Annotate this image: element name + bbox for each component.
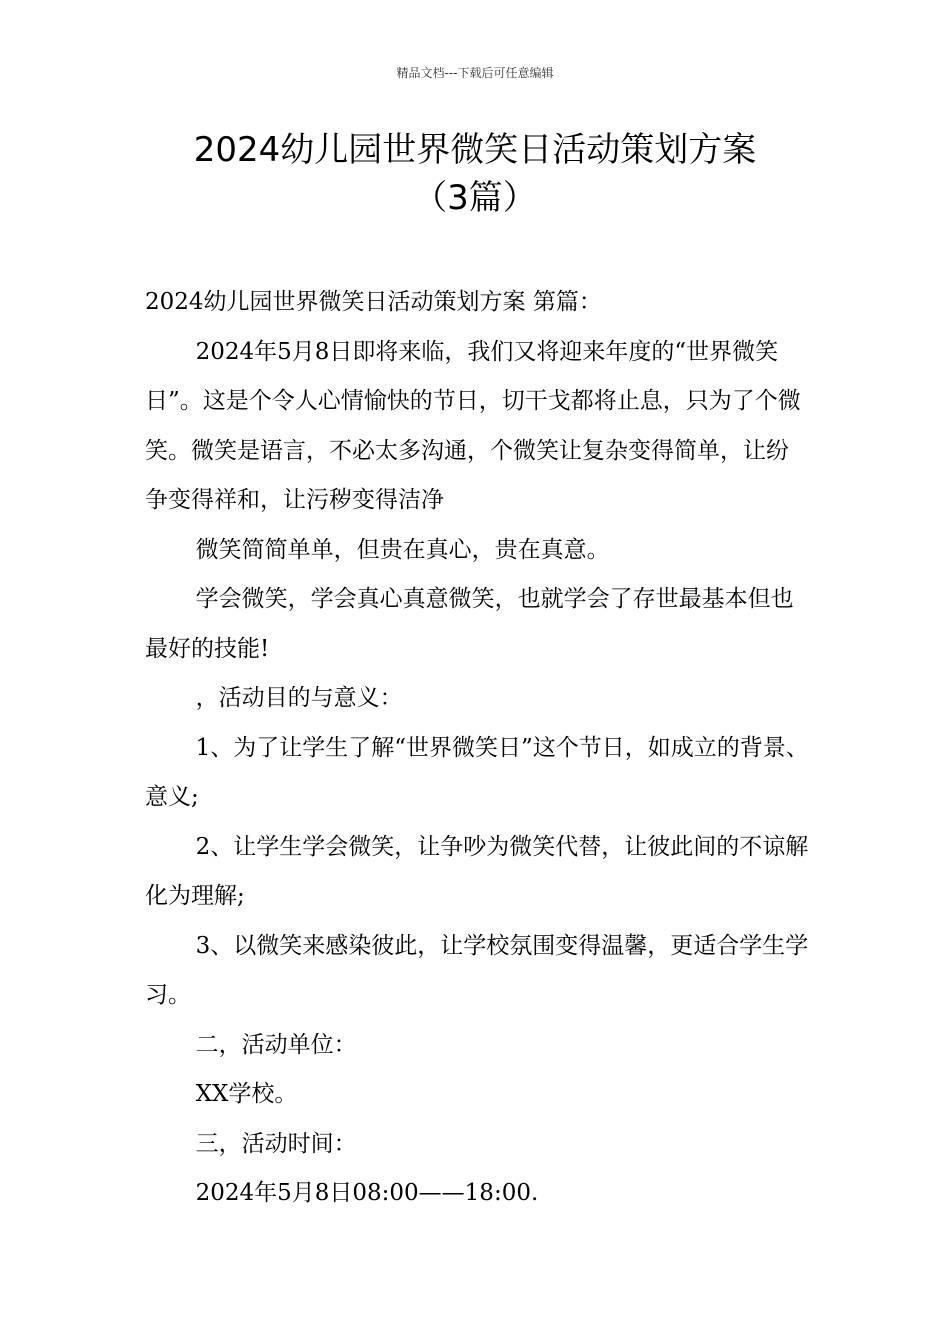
title-line-1: 2024幼儿园世界微笑日活动策划方案 (193, 130, 757, 170)
paragraph-learn-smile: 学会微笑，学会真心真意微笑，也就学会了存世最基本但也最好的技能! (145, 586, 794, 662)
list-item-purpose-2: 2、让学生学会微笑，让争吵为微笑代替，让彼此间的不谅解化为理解; (145, 833, 809, 909)
page-header-note: 精品文档---下载后可任意编辑 (396, 66, 554, 80)
document-body (145, 278, 810, 1219)
paragraph-time: 2024年5月8日08:00——18:00. (195, 1180, 539, 1206)
paragraph-section-heading: 2024幼儿园世界微笑日活动策划方案 第篇： (145, 289, 602, 315)
paragraph-intro: 2024年5月8日即将来临，我们又将迎来年度的“世界微笑日”。这是个令人心情愉快的节日，切干戈都将止息，只为了个微笑。微笑是语言，不必太多沟通，个微笑让复杂变得简单，让纷争变得祥和，让污秽变得洁净 (145, 338, 801, 513)
heading-time: 三，活动时间： (195, 1130, 357, 1157)
list-item-purpose-1: 1、为了让学生了解“世界微笑日”这个节日，如成立的背景、意义; (145, 734, 809, 810)
paragraph-sincerity: 微笑简简单单，但贵在真心，贵在真意。 (195, 536, 610, 563)
list-item-purpose-3: 3、以微笑来感染彼此，让学校氛围变得温馨，更适合学生学习。 (145, 932, 809, 1008)
document-title (100, 126, 850, 222)
title-line-2: （3篇） (413, 178, 537, 218)
paragraph-organizer: XX学校。 (195, 1081, 298, 1107)
heading-purpose: ，活动目的与意义： (195, 685, 403, 711)
heading-organizer: 二，活动单位： (195, 1031, 357, 1058)
